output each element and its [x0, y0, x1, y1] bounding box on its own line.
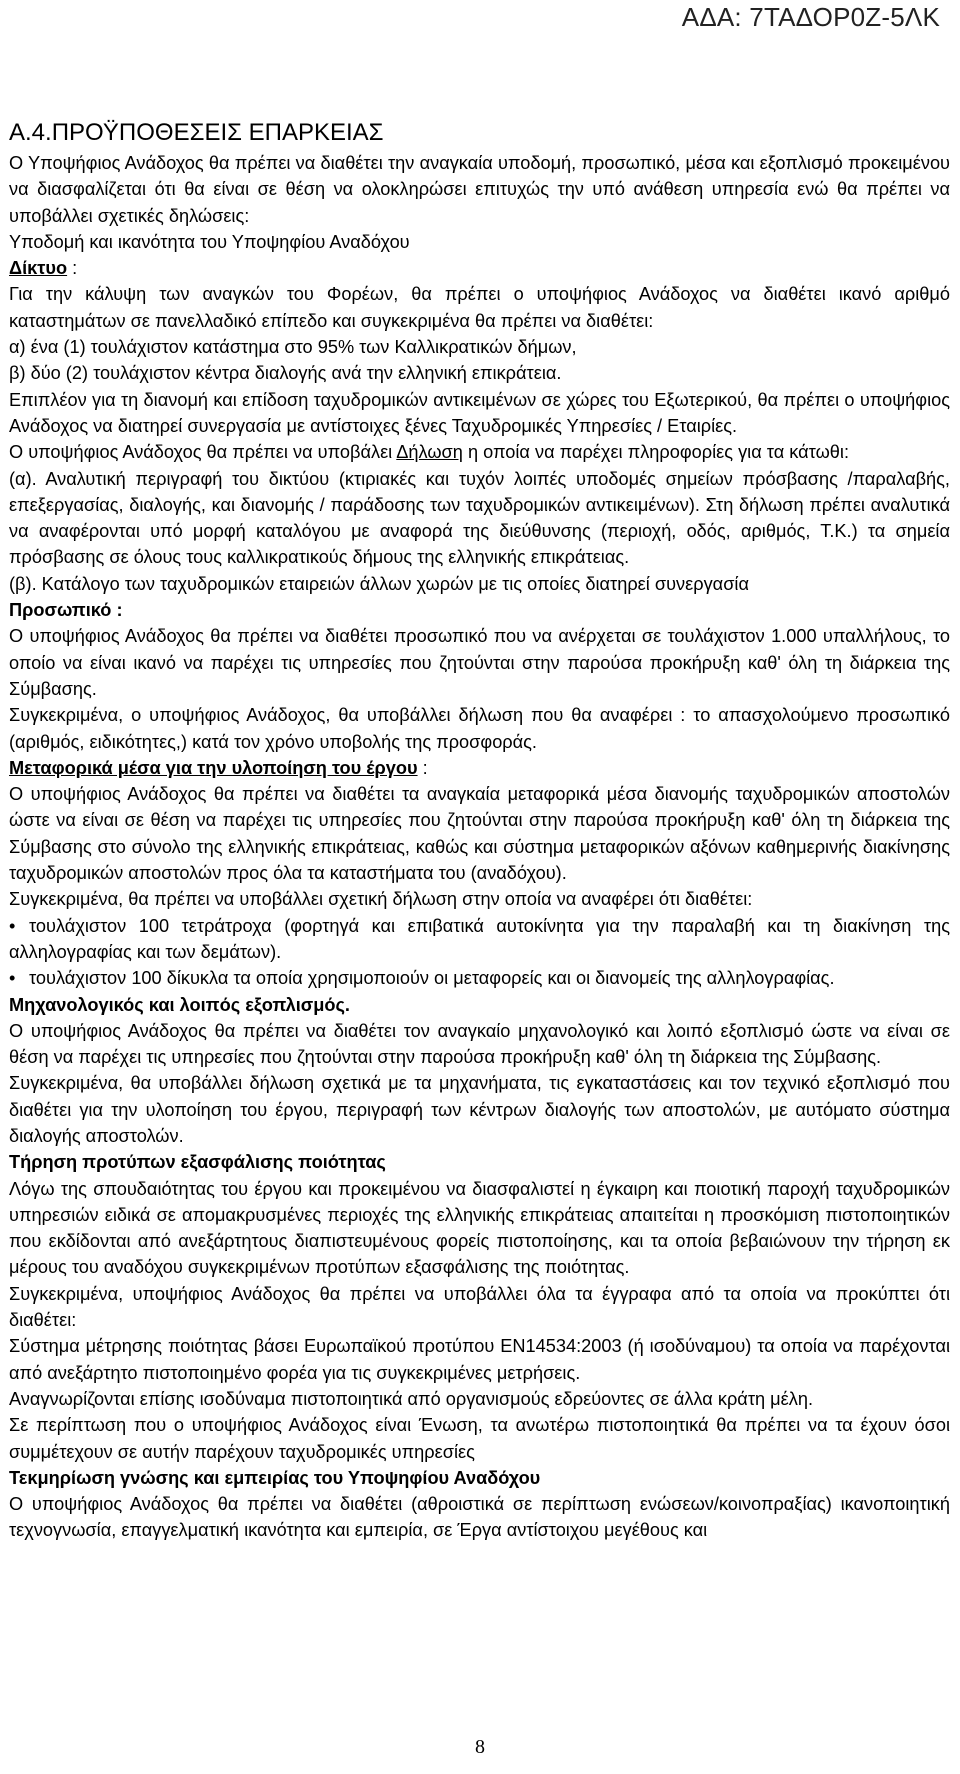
experience-heading: Τεκμηρίωση γνώσης και εμπειρίας του Υποψηφίου Αναδόχου [9, 1467, 541, 1488]
document-body [9, 118, 950, 1544]
declaration-word: Δήλωση [396, 442, 463, 463]
experience-paragraph-1: Ο υποψήφιος Ανάδοχος θα πρέπει να διαθέτει (αθροιστικά σε περίπτωση ενώσεων/κοινοπραξίας) ικανοποιητική τεχνογνωσία, επαγγελματική ικανότητα και εμπειρία, σε Έργα αντίστοιχου μεγέθους και [9, 1494, 950, 1541]
quality-heading: Τήρηση προτύπων εξασφάλισης ποιότητας [9, 1152, 386, 1173]
transport-heading: Μεταφορικά μέσα για την υλοποίηση του έργου [9, 757, 418, 778]
equipment-heading: Μηχανολογικός και λοιπός εξοπλισμός. [9, 994, 350, 1015]
page-number: 8 [475, 1736, 485, 1758]
transport-bullet-2 [9, 965, 950, 991]
transport-paragraph-1: Ο υποψήφιος Ανάδοχος θα πρέπει να διαθέτει τα αναγκαία μεταφορικά μέσα διανομής ταχυδρομικών αποστολών ώστε να είναι σε θέση να παρέχει τις υπηρεσίες που ζητούνται στην παρούσα προκήρυξη καθ' όλη τη διάρκεια της Σύμβασης στο σύνολο της ελληνικής επικράτειας, καθώς και σύστημα μεταφορικών αξόνων καθημερινής διακίνησης ταχυδρομικών αποστολών προς όλα τα καταστήματα του (αναδόχου). [9, 784, 950, 884]
quality-paragraph-2: Συγκεκριμένα, υποψήφιος Ανάδοχος θα πρέπει να υποβάλλει όλα τα έγγραφα από τα οποία να προκύπτει ότι διαθέτει: [9, 1283, 950, 1331]
subheading-infrastructure: Υποδομή και ικανότητα του Υποψηφίου Αναδόχου [9, 231, 410, 252]
transport-bullet-2-text: τουλάχιστον 100 δίκυκλα τα οποία χρησιμοποιούν οι μεταφορείς και οι διανομείς της αλληλογραφίας. [29, 968, 835, 989]
staff-paragraph-2: Συγκεκριμένα, ο υποψήφιος Ανάδοχος, θα υποβάλλει δήλωση που θα αναφέρει : το απασχολούμενο προσωπικό (αριθμός, ειδικότητες,) κατά τον χρόνο υποβολής της προσφοράς. [9, 705, 950, 752]
quality-paragraph-3: Σύστημα μέτρησης ποιότητας βάσει Ευρωπαϊκού προτύπου ΕΝ14534:2003 (ή ισοδύναμου) τα οποία να παρέχονται από ανεξάρτητο πιστοποιημένο φορέα για τις συγκεκριμένες μετρήσεις. [9, 1336, 950, 1383]
network-heading-line [9, 255, 950, 281]
bullet-icon: • [9, 968, 16, 989]
quality-paragraph-4: Αναγνωρίζονται επίσης ισοδύναμα πιστοποιητικά από οργανισμούς εδρεύοντες σε άλλα κράτη μέλη. [9, 1388, 814, 1409]
network-paragraph-4: (α). Αναλυτική περιγραφή του δικτύου (κτιριακές και τυχόν λοιπές υποδομές σημείων πρόσβασης /παραλαβής, επεξεργασίας, διαλογής, και διανομής / παράδοσης των ταχυδρομικών αντικειμένων). Στη δήλωση πρέπει αναλυτικά να αναφέρονται υπό μορφή καταλόγου με αναφορά της διεύθυνσης (περιοχή, οδός, αριθμός, Τ.Κ.) τα σημεία πρόσβασης σε όλους τους καλλικρατικούς δήμους της ελληνικής επικράτειας. [9, 468, 950, 568]
transport-paragraph-2: Συγκεκριμένα, θα πρέπει να υποβάλλει σχετική δήλωση στην οποία να αναφέρει ότι διαθέτει: [9, 889, 753, 910]
network-item-b: β) δύο (2) τουλάχιστον κέντρα διαλογής ανά την ελληνική επικράτεια. [9, 363, 562, 384]
network-heading: Δίκτυο [9, 258, 68, 279]
network-paragraph-5: (β). Κατάλογο των ταχυδρομικών εταιρειών άλλων χωρών με τις οποίες διατηρεί συνεργασία [9, 573, 749, 594]
staff-paragraph-1: Ο υποψήφιος Ανάδοχος θα πρέπει να διαθέτει προσωπικό που να ανέρχεται σε τουλάχιστον 1.000 υπαλλήλους, το οποίο να είναι ικανό να παρέχει τις υπηρεσίες που ζητούνται στην παρούσα προκήρυξη καθ' όλη τη διάρκεια της Σύμβασης. [9, 626, 950, 699]
ada-code: ΑΔΑ: 7ΤΑΔΟΡ0Ζ-5ΛΚ [681, 2, 940, 32]
network-item-a: α) ένα (1) τουλάχιστον κατάστημα στο 95% των Καλλικρατικών δήμων, [9, 337, 577, 358]
transport-heading-line [9, 755, 950, 781]
intro-paragraph: Ο Υποψήφιος Ανάδοχος θα πρέπει να διαθέτει την αναγκαία υποδομή, προσωπικό, μέσα και εξοπλισμό προκειμένου να διασφαλίζεται ότι θα είναι σε θέση να ολοκληρώσει επιτυχώς την υπό ανάθεση υπηρεσία ενώ θα πρέπει να υποβάλλει σχετικές δηλώσεις: [9, 153, 950, 226]
network-heading-suffix: : [67, 258, 78, 279]
staff-heading-suffix: : [111, 600, 123, 621]
network-paragraph-1: Για την κάλυψη των αναγκών του Φορέων, θα πρέπει ο υποψήφιος Ανάδοχος να διαθέτει ικανό αριθμό καταστημάτων σε πανελλαδικό επίπεδο και συγκεκριμένα θα πρέπει να διαθέτει: [9, 284, 950, 331]
bullet-icon: • [9, 915, 16, 936]
quality-paragraph-1: Λόγω της σπουδαιότητας του έργου και προκειμένου να διασφαλιστεί η έγκαιρη και ποιοτική παροχή ταχυδρομικών υπηρεσιών ειδικά σε απομακρυσμένες περιοχές της ελληνικής επικράτειας απαιτείται η προσκόμιση πιστοποιητικών που εκδίδονται από ανεξάρτητους διαπιστευμένους φορείς πιστοποίησης, και τα οποία βεβαιώνουν την τήρηση εκ μέρους του αναδόχου συγκεκριμένων προτύπων εξασφάλισης της ποιότητας. [9, 1178, 950, 1278]
staff-heading: Προσωπικό [9, 600, 112, 621]
transport-bullet-1-text: τουλάχιστον 100 τετράτροχα (φορτηγά και επιβατικά αυτοκίνητα για την παραλαβή και τη διακίνηση της αλληλογραφίας και των δεμάτων). [9, 915, 950, 962]
staff-heading-line [9, 597, 950, 623]
equipment-paragraph-1: Ο υποψήφιος Ανάδοχος θα πρέπει να διαθέτει τον αναγκαίο μηχανολογικό και λοιπό εξοπλισμό ώστε να είναι σε θέση να παρέχει τις υπηρεσίες που ζητούνται στην παρούσα προκήρυξη καθ' όλη τη διάρκεια της Σύμβασης. [9, 1020, 950, 1068]
network-p3-pre: Ο υποψήφιος Ανάδοχος θα πρέπει να υποβάλει [9, 442, 397, 463]
network-paragraph-3 [9, 439, 950, 465]
network-p3-post: η οποία να παρέχει πληροφορίες για τα κάτωθι: [462, 442, 850, 463]
quality-paragraph-5: Σε περίπτωση που ο υποψήφιος Ανάδοχος είναι Ένωση, τα ανωτέρω πιστοποιητικά θα πρέπει να τα έχουν όσοι συμμέτεχουν σε αυτήν παρέχουν ταχυδρομικές υπηρεσίες [9, 1415, 950, 1462]
transport-bullet-1 [9, 913, 950, 966]
network-paragraph-2: Επιπλέον για τη διανομή και επίδοση ταχυδρομικών αντικειμένων σε χώρες του Εξωτερικού, θα πρέπει ο υποψήφιος Ανάδοχος να διατηρεί συνεργασία με αντίστοιχες ξένες Ταχυδρομικές Υπηρεσίες / Εταιρίες. [9, 389, 950, 436]
equipment-paragraph-2: Συγκεκριμένα, θα υποβάλλει δήλωση σχετικά με τα μηχανήματα, τις εγκαταστάσεις και τον τεχνικό εξοπλισμό που διαθέτει για την υλοποίηση του έργου, περιγραφή των κέντρων διαλογής των αποστολών, με αυτόματο σύστημα διαλογής αποστολών. [9, 1073, 950, 1146]
transport-heading-suffix: : [417, 757, 428, 778]
section-title: Α.4.ΠΡΟΫΠΟΘΕΣΕΙΣ ΕΠΑΡΚΕΙΑΣ [9, 119, 384, 146]
